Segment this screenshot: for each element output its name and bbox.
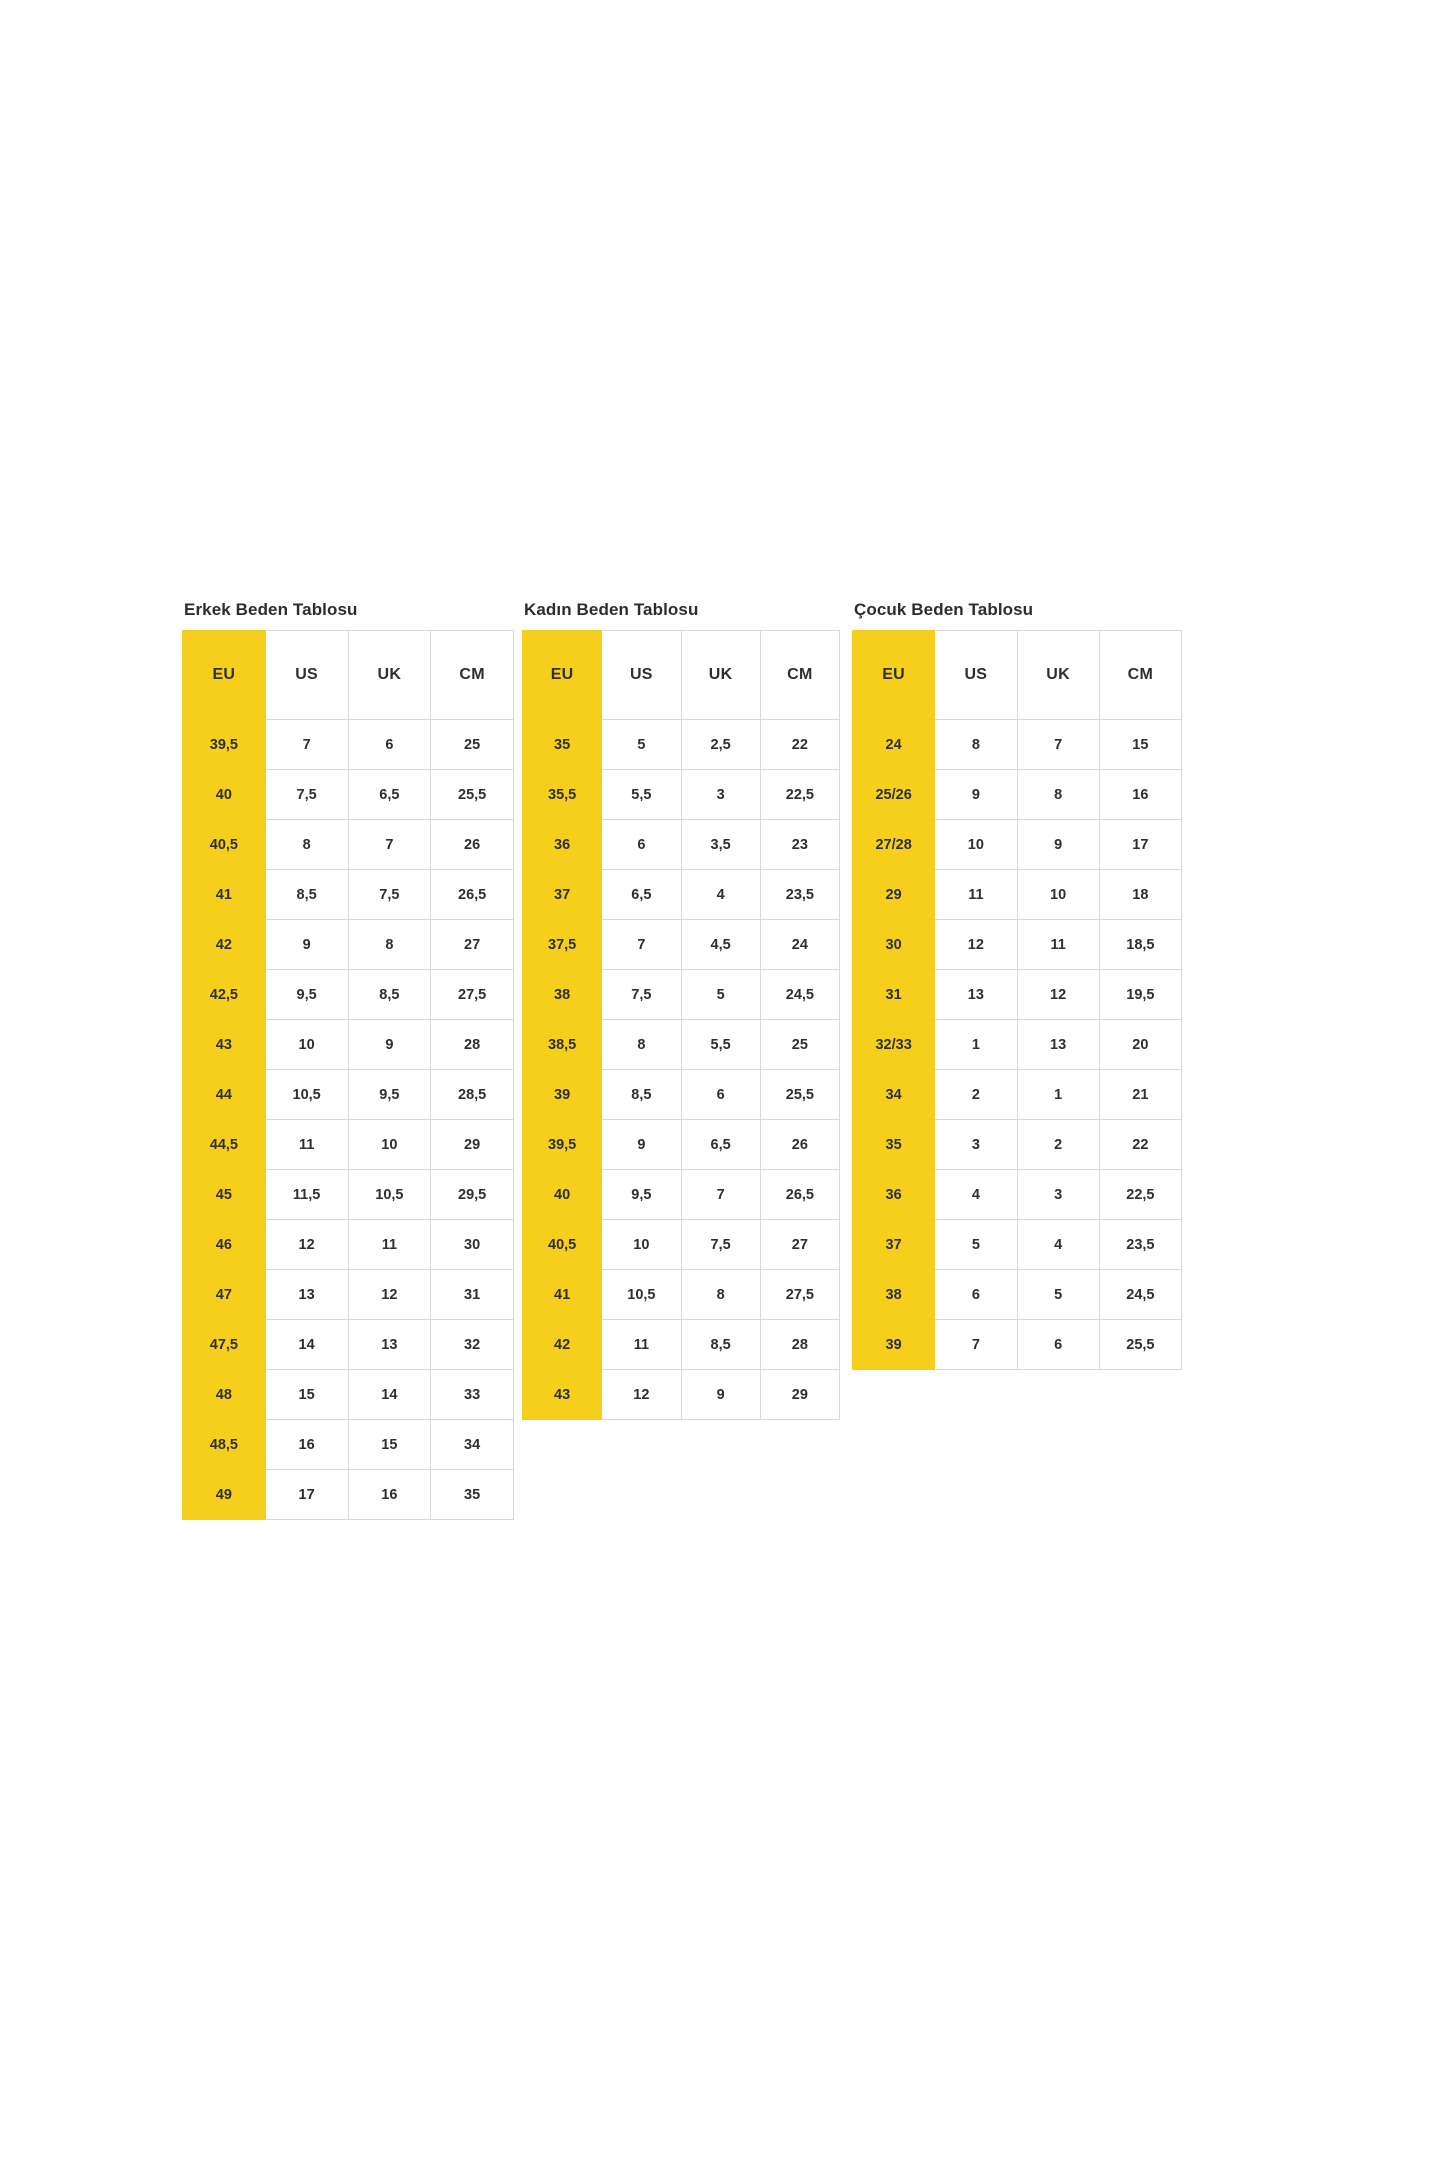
cell-uk: 8	[681, 1270, 760, 1320]
cell-us: 9,5	[265, 970, 348, 1020]
cell-eu: 41	[183, 870, 266, 920]
cell-us: 2	[935, 1070, 1017, 1120]
cell-us: 7,5	[265, 770, 348, 820]
table-row	[523, 1170, 840, 1220]
cell-uk: 14	[348, 1370, 431, 1420]
size-table-kids-head	[853, 631, 1182, 720]
cell-uk: 15	[348, 1420, 431, 1470]
cell-us: 8	[602, 1020, 681, 1070]
cell-eu: 37,5	[523, 920, 602, 970]
cell-cm: 22,5	[1099, 1170, 1181, 1220]
cell-us: 7	[935, 1320, 1017, 1370]
cell-uk: 4	[681, 870, 760, 920]
cell-cm: 26	[760, 1120, 839, 1170]
cell-cm: 26,5	[431, 870, 514, 920]
cell-uk: 2	[1017, 1120, 1099, 1170]
cell-eu: 39,5	[183, 720, 266, 770]
cell-uk: 5,5	[681, 1020, 760, 1070]
cell-uk: 7,5	[348, 870, 431, 920]
table-row	[183, 770, 514, 820]
table-row	[183, 1420, 514, 1470]
table-header-row	[183, 631, 514, 720]
size-table-women	[522, 630, 840, 1420]
cell-eu: 30	[853, 920, 935, 970]
column-header-us: US	[602, 631, 681, 720]
cell-eu: 45	[183, 1170, 266, 1220]
cell-uk: 6,5	[348, 770, 431, 820]
cell-uk: 6	[1017, 1320, 1099, 1370]
size-table-kids	[852, 630, 1182, 1370]
table-header-row	[853, 631, 1182, 720]
column-header-us: US	[265, 631, 348, 720]
cell-eu: 37	[853, 1220, 935, 1270]
cell-uk: 1	[1017, 1070, 1099, 1120]
cell-us: 17	[265, 1470, 348, 1520]
cell-us: 8,5	[265, 870, 348, 920]
cell-eu: 40	[523, 1170, 602, 1220]
cell-cm: 19,5	[1099, 970, 1181, 1020]
cell-cm: 32	[431, 1320, 514, 1370]
cell-cm: 22	[760, 720, 839, 770]
cell-uk: 8,5	[681, 1320, 760, 1370]
cell-uk: 10	[348, 1120, 431, 1170]
cell-us: 9	[935, 770, 1017, 820]
cell-cm: 31	[431, 1270, 514, 1320]
cell-eu: 41	[523, 1270, 602, 1320]
cell-uk: 9	[681, 1370, 760, 1420]
cell-eu: 27/28	[853, 820, 935, 870]
cell-eu: 24	[853, 720, 935, 770]
cell-eu: 48,5	[183, 1420, 266, 1470]
cell-eu: 35	[853, 1120, 935, 1170]
size-table-women-head	[523, 631, 840, 720]
cell-uk: 5	[681, 970, 760, 1020]
table-row	[853, 1120, 1182, 1170]
cell-eu: 39,5	[523, 1120, 602, 1170]
cell-cm: 29,5	[431, 1170, 514, 1220]
table-row	[853, 970, 1182, 1020]
cell-eu: 40,5	[183, 820, 266, 870]
cell-eu: 36	[523, 820, 602, 870]
cell-us: 7,5	[602, 970, 681, 1020]
cell-cm: 26,5	[760, 1170, 839, 1220]
size-table-kids-body	[853, 720, 1182, 1370]
table-row	[183, 870, 514, 920]
cell-eu: 29	[853, 870, 935, 920]
table-row	[523, 970, 840, 1020]
cell-uk: 3,5	[681, 820, 760, 870]
table-row	[183, 720, 514, 770]
cell-uk: 12	[348, 1270, 431, 1320]
cell-us: 10,5	[602, 1270, 681, 1320]
cell-eu: 31	[853, 970, 935, 1020]
cell-uk: 10	[1017, 870, 1099, 920]
cell-cm: 23	[760, 820, 839, 870]
cell-uk: 2,5	[681, 720, 760, 770]
cell-us: 4	[935, 1170, 1017, 1220]
size-charts-container	[182, 600, 1262, 1520]
table-row	[183, 1170, 514, 1220]
cell-us: 12	[935, 920, 1017, 970]
cell-us: 8,5	[602, 1070, 681, 1120]
cell-cm: 24,5	[760, 970, 839, 1020]
cell-eu: 38	[853, 1270, 935, 1320]
cell-eu: 42	[523, 1320, 602, 1370]
cell-eu: 43	[523, 1370, 602, 1420]
cell-uk: 7	[348, 820, 431, 870]
column-header-uk: UK	[348, 631, 431, 720]
cell-us: 12	[265, 1220, 348, 1270]
size-chart-women-title: Kadın Beden Tablosu	[524, 600, 699, 619]
table-row	[853, 720, 1182, 770]
size-chart-kids	[852, 600, 1192, 1370]
table-row	[523, 770, 840, 820]
table-row	[183, 1370, 514, 1420]
cell-eu: 46	[183, 1220, 266, 1270]
table-row	[523, 1370, 840, 1420]
column-header-uk: UK	[681, 631, 760, 720]
cell-eu: 40	[183, 770, 266, 820]
cell-cm: 33	[431, 1370, 514, 1420]
cell-us: 11	[265, 1120, 348, 1170]
table-row	[853, 1320, 1182, 1370]
size-table-men-head	[183, 631, 514, 720]
column-header-us: US	[935, 631, 1017, 720]
cell-cm: 16	[1099, 770, 1181, 820]
cell-us: 11	[602, 1320, 681, 1370]
cell-uk: 7,5	[681, 1220, 760, 1270]
size-table-men-body	[183, 720, 514, 1520]
cell-uk: 9	[348, 1020, 431, 1070]
cell-uk: 7	[681, 1170, 760, 1220]
cell-us: 15	[265, 1370, 348, 1420]
cell-eu: 44,5	[183, 1120, 266, 1170]
cell-cm: 25,5	[760, 1070, 839, 1120]
cell-cm: 26	[431, 820, 514, 870]
cell-us: 8	[935, 720, 1017, 770]
cell-cm: 25	[431, 720, 514, 770]
cell-eu: 25/26	[853, 770, 935, 820]
cell-cm: 24,5	[1099, 1270, 1181, 1320]
cell-us: 5	[602, 720, 681, 770]
size-chart-women	[522, 600, 852, 1420]
table-row	[523, 920, 840, 970]
column-header-eu: EU	[853, 631, 935, 720]
column-header-eu: EU	[523, 631, 602, 720]
cell-us: 5,5	[602, 770, 681, 820]
table-row	[853, 1170, 1182, 1220]
cell-cm: 29	[431, 1120, 514, 1170]
cell-uk: 4	[1017, 1220, 1099, 1270]
column-header-uk: UK	[1017, 631, 1099, 720]
cell-eu: 49	[183, 1470, 266, 1520]
size-table-women-body	[523, 720, 840, 1420]
cell-cm: 28	[760, 1320, 839, 1370]
cell-eu: 39	[853, 1320, 935, 1370]
table-row	[853, 1070, 1182, 1120]
cell-eu: 47	[183, 1270, 266, 1320]
table-row	[183, 1270, 514, 1320]
cell-us: 6	[935, 1270, 1017, 1320]
cell-cm: 23,5	[1099, 1220, 1181, 1270]
table-row	[523, 1220, 840, 1270]
table-row	[853, 870, 1182, 920]
cell-us: 10	[935, 820, 1017, 870]
cell-cm: 25,5	[431, 770, 514, 820]
cell-eu: 34	[853, 1070, 935, 1120]
cell-eu: 39	[523, 1070, 602, 1120]
cell-cm: 17	[1099, 820, 1181, 870]
cell-cm: 21	[1099, 1070, 1181, 1120]
cell-uk: 10,5	[348, 1170, 431, 1220]
cell-us: 13	[265, 1270, 348, 1320]
table-row	[183, 1120, 514, 1170]
cell-us: 14	[265, 1320, 348, 1370]
cell-cm: 25	[760, 1020, 839, 1070]
cell-cm: 15	[1099, 720, 1181, 770]
cell-us: 7	[265, 720, 348, 770]
cell-uk: 11	[1017, 920, 1099, 970]
cell-cm: 28,5	[431, 1070, 514, 1120]
table-row	[853, 1220, 1182, 1270]
cell-eu: 42	[183, 920, 266, 970]
table-row	[183, 1320, 514, 1370]
size-chart-men-title: Erkek Beden Tablosu	[184, 600, 358, 619]
cell-cm: 22	[1099, 1120, 1181, 1170]
cell-eu: 38	[523, 970, 602, 1020]
table-row	[183, 1220, 514, 1270]
cell-uk: 8,5	[348, 970, 431, 1020]
cell-us: 6,5	[602, 870, 681, 920]
cell-cm: 22,5	[760, 770, 839, 820]
cell-us: 5	[935, 1220, 1017, 1270]
cell-eu: 40,5	[523, 1220, 602, 1270]
cell-uk: 16	[348, 1470, 431, 1520]
table-row	[183, 1070, 514, 1120]
cell-cm: 27,5	[431, 970, 514, 1020]
cell-us: 11	[935, 870, 1017, 920]
cell-uk: 8	[348, 920, 431, 970]
cell-cm: 29	[760, 1370, 839, 1420]
cell-uk: 5	[1017, 1270, 1099, 1320]
table-row	[523, 1320, 840, 1370]
cell-uk: 9,5	[348, 1070, 431, 1120]
table-row	[523, 1070, 840, 1120]
cell-uk: 12	[1017, 970, 1099, 1020]
cell-us: 13	[935, 970, 1017, 1020]
cell-us: 12	[602, 1370, 681, 1420]
cell-cm: 27	[431, 920, 514, 970]
cell-cm: 25,5	[1099, 1320, 1181, 1370]
cell-uk: 6,5	[681, 1120, 760, 1170]
cell-us: 6	[602, 820, 681, 870]
cell-us: 10	[265, 1020, 348, 1070]
cell-uk: 3	[1017, 1170, 1099, 1220]
cell-cm: 24	[760, 920, 839, 970]
size-table-men	[182, 630, 514, 1520]
cell-cm: 30	[431, 1220, 514, 1270]
cell-uk: 13	[1017, 1020, 1099, 1070]
cell-us: 8	[265, 820, 348, 870]
cell-cm: 35	[431, 1470, 514, 1520]
cell-cm: 28	[431, 1020, 514, 1070]
cell-eu: 35,5	[523, 770, 602, 820]
cell-us: 9	[265, 920, 348, 970]
cell-cm: 27,5	[760, 1270, 839, 1320]
cell-eu: 37	[523, 870, 602, 920]
table-row	[523, 870, 840, 920]
cell-uk: 8	[1017, 770, 1099, 820]
table-row	[183, 1020, 514, 1070]
table-row	[523, 820, 840, 870]
table-header-row	[523, 631, 840, 720]
table-row	[853, 770, 1182, 820]
cell-us: 10,5	[265, 1070, 348, 1120]
cell-eu: 48	[183, 1370, 266, 1420]
cell-uk: 11	[348, 1220, 431, 1270]
table-row	[183, 970, 514, 1020]
column-header-cm: CM	[431, 631, 514, 720]
cell-cm: 18,5	[1099, 920, 1181, 970]
size-chart-kids-title: Çocuk Beden Tablosu	[854, 600, 1034, 619]
table-row	[853, 1270, 1182, 1320]
table-row	[523, 1020, 840, 1070]
cell-uk: 7	[1017, 720, 1099, 770]
table-row	[523, 1120, 840, 1170]
table-row	[523, 720, 840, 770]
cell-uk: 4,5	[681, 920, 760, 970]
table-row	[853, 820, 1182, 870]
cell-us: 16	[265, 1420, 348, 1470]
cell-uk: 9	[1017, 820, 1099, 870]
cell-us: 3	[935, 1120, 1017, 1170]
cell-eu: 35	[523, 720, 602, 770]
cell-us: 1	[935, 1020, 1017, 1070]
cell-eu: 44	[183, 1070, 266, 1120]
table-row	[523, 1270, 840, 1320]
cell-eu: 38,5	[523, 1020, 602, 1070]
cell-cm: 20	[1099, 1020, 1181, 1070]
column-header-cm: CM	[760, 631, 839, 720]
cell-eu: 36	[853, 1170, 935, 1220]
cell-us: 7	[602, 920, 681, 970]
cell-eu: 42,5	[183, 970, 266, 1020]
cell-eu: 47,5	[183, 1320, 266, 1370]
cell-uk: 3	[681, 770, 760, 820]
cell-us: 11,5	[265, 1170, 348, 1220]
table-row	[853, 920, 1182, 970]
cell-cm: 34	[431, 1420, 514, 1470]
cell-eu: 32/33	[853, 1020, 935, 1070]
cell-uk: 13	[348, 1320, 431, 1370]
cell-cm: 27	[760, 1220, 839, 1270]
column-header-cm: CM	[1099, 631, 1181, 720]
cell-eu: 43	[183, 1020, 266, 1070]
cell-cm: 23,5	[760, 870, 839, 920]
cell-cm: 18	[1099, 870, 1181, 920]
cell-us: 10	[602, 1220, 681, 1270]
cell-uk: 6	[348, 720, 431, 770]
size-chart-men	[182, 600, 522, 1520]
table-row	[183, 920, 514, 970]
cell-us: 9,5	[602, 1170, 681, 1220]
column-header-eu: EU	[183, 631, 266, 720]
table-row	[183, 820, 514, 870]
table-row	[183, 1470, 514, 1520]
cell-uk: 6	[681, 1070, 760, 1120]
table-row	[853, 1020, 1182, 1070]
cell-us: 9	[602, 1120, 681, 1170]
